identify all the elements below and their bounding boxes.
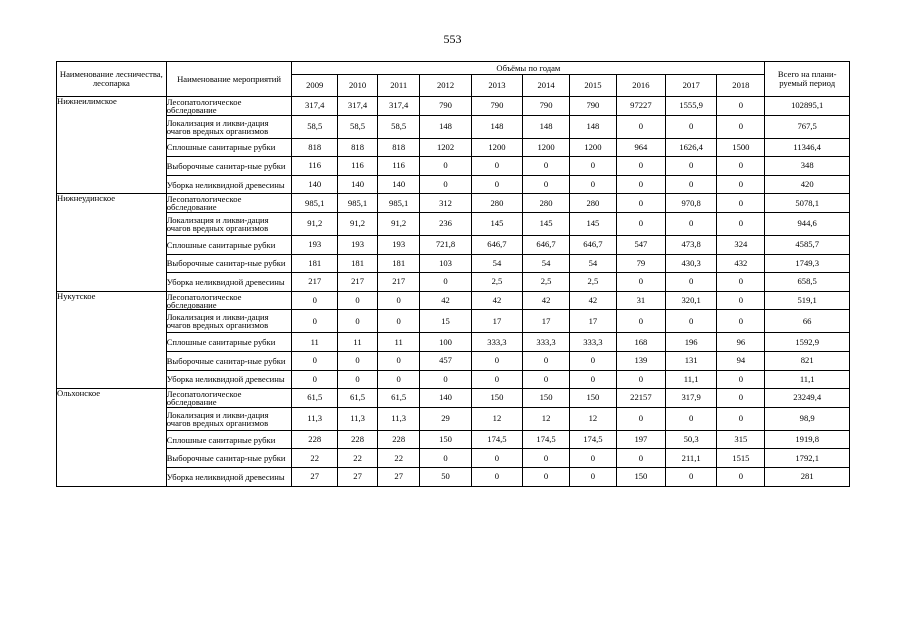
total-value: 1792,1 bbox=[765, 449, 850, 468]
year-value: 181 bbox=[338, 254, 378, 273]
year-value: 140 bbox=[338, 175, 378, 194]
year-value: 31 bbox=[616, 291, 665, 310]
table-row bbox=[57, 138, 850, 157]
measure-name: Сплошные санитарные рубки bbox=[166, 430, 292, 449]
measure-name: Сплошные санитарные рубки bbox=[166, 138, 292, 157]
year-value: 0 bbox=[378, 370, 420, 389]
year-value: 0 bbox=[717, 194, 765, 213]
year-value: 96 bbox=[717, 333, 765, 352]
total-value: 1592,9 bbox=[765, 333, 850, 352]
measure-name: Уборка неликвидной древесины bbox=[166, 467, 292, 486]
page-number: 553 bbox=[443, 32, 462, 46]
year-value: 0 bbox=[665, 212, 716, 235]
measure-name: Выборочные санитар-ные рубки bbox=[166, 157, 292, 176]
year-value: 0 bbox=[616, 449, 665, 468]
year-value: 91,2 bbox=[378, 212, 420, 235]
year-value: 11 bbox=[378, 333, 420, 352]
year-value: 790 bbox=[471, 97, 522, 116]
total-value: 420 bbox=[765, 175, 850, 194]
year-value: 211,1 bbox=[665, 449, 716, 468]
year-value: 148 bbox=[471, 115, 522, 138]
forestry-cell-empty bbox=[57, 370, 167, 389]
year-value: 0 bbox=[616, 115, 665, 138]
year-value: 11 bbox=[338, 333, 378, 352]
year-value: 457 bbox=[420, 351, 471, 370]
year-value: 646,7 bbox=[569, 235, 616, 254]
year-value: 1515 bbox=[717, 449, 765, 468]
year-value: 58,5 bbox=[378, 115, 420, 138]
forestry-cell-empty bbox=[57, 115, 167, 138]
year-value: 0 bbox=[616, 273, 665, 292]
year-value: 22 bbox=[378, 449, 420, 468]
year-value: 0 bbox=[471, 157, 522, 176]
table-row bbox=[57, 194, 850, 213]
year-value: 12 bbox=[471, 407, 522, 430]
forestry-cell-empty bbox=[57, 467, 167, 486]
year-value: 50 bbox=[420, 467, 471, 486]
year-value: 317,4 bbox=[338, 97, 378, 116]
year-value: 116 bbox=[292, 157, 338, 176]
year-value: 0 bbox=[717, 407, 765, 430]
total-value: 944,6 bbox=[765, 212, 850, 235]
year-value: 168 bbox=[616, 333, 665, 352]
year-value: 42 bbox=[471, 291, 522, 310]
year-value: 22 bbox=[292, 449, 338, 468]
year-value: 94 bbox=[717, 351, 765, 370]
total-value: 1749,3 bbox=[765, 254, 850, 273]
year-value: 0 bbox=[420, 449, 471, 468]
measure-name: Выборочные санитар-ные рубки bbox=[166, 351, 292, 370]
total-value: 5078,1 bbox=[765, 194, 850, 213]
year-value: 174,5 bbox=[471, 430, 522, 449]
year-value: 148 bbox=[569, 115, 616, 138]
year-value: 985,1 bbox=[378, 194, 420, 213]
header-measure: Наименование мероприятий bbox=[166, 62, 292, 97]
year-value: 790 bbox=[420, 97, 471, 116]
table-row bbox=[57, 291, 850, 310]
year-value: 11,3 bbox=[338, 407, 378, 430]
total-value: 98,9 bbox=[765, 407, 850, 430]
year-value: 0 bbox=[420, 273, 471, 292]
year-value: 0 bbox=[569, 157, 616, 176]
year-value: 139 bbox=[616, 351, 665, 370]
year-value: 1200 bbox=[523, 138, 570, 157]
year-value: 333,3 bbox=[471, 333, 522, 352]
year-value: 150 bbox=[616, 467, 665, 486]
table-row bbox=[57, 235, 850, 254]
forestry-cell-empty bbox=[57, 449, 167, 468]
year-value: 0 bbox=[616, 175, 665, 194]
table-row bbox=[57, 273, 850, 292]
year-value: 11,3 bbox=[292, 407, 338, 430]
header-year: 2017 bbox=[665, 75, 716, 97]
year-value: 0 bbox=[569, 175, 616, 194]
forestry-cell-empty bbox=[57, 430, 167, 449]
year-value: 0 bbox=[523, 351, 570, 370]
year-value: 197 bbox=[616, 430, 665, 449]
year-value: 181 bbox=[378, 254, 420, 273]
year-value: 0 bbox=[569, 351, 616, 370]
forestry-name: Нукутское bbox=[57, 291, 167, 310]
year-value: 547 bbox=[616, 235, 665, 254]
year-value: 116 bbox=[378, 157, 420, 176]
year-value: 324 bbox=[717, 235, 765, 254]
year-value: 0 bbox=[569, 449, 616, 468]
year-value: 91,2 bbox=[338, 212, 378, 235]
year-value: 22157 bbox=[616, 389, 665, 408]
year-value: 196 bbox=[665, 333, 716, 352]
year-value: 646,7 bbox=[523, 235, 570, 254]
measure-name: Уборка неликвидной древесины bbox=[166, 370, 292, 389]
year-value: 0 bbox=[665, 157, 716, 176]
year-value: 315 bbox=[717, 430, 765, 449]
year-value: 1555,9 bbox=[665, 97, 716, 116]
year-value: 320,1 bbox=[665, 291, 716, 310]
total-value: 102895,1 bbox=[765, 97, 850, 116]
year-value: 54 bbox=[523, 254, 570, 273]
year-value: 11,1 bbox=[665, 370, 716, 389]
header-year: 2010 bbox=[338, 75, 378, 97]
header-total: Всего на плани-руемый период bbox=[765, 62, 850, 97]
year-value: 0 bbox=[717, 273, 765, 292]
forestry-cell-empty bbox=[57, 310, 167, 333]
year-value: 12 bbox=[569, 407, 616, 430]
year-value: 2,5 bbox=[523, 273, 570, 292]
forestry-name: Нижнеудинское bbox=[57, 194, 167, 213]
year-value: 22 bbox=[338, 449, 378, 468]
year-value: 58,5 bbox=[338, 115, 378, 138]
year-value: 0 bbox=[665, 407, 716, 430]
forestry-cell-empty bbox=[57, 235, 167, 254]
year-value: 42 bbox=[523, 291, 570, 310]
year-value: 0 bbox=[378, 291, 420, 310]
year-value: 333,3 bbox=[569, 333, 616, 352]
table-row bbox=[57, 254, 850, 273]
measure-name: Локализация и ликви-дация очагов вредных организмов bbox=[166, 212, 292, 235]
year-value: 0 bbox=[717, 115, 765, 138]
year-value: 174,5 bbox=[569, 430, 616, 449]
year-value: 0 bbox=[338, 310, 378, 333]
year-value: 2,5 bbox=[471, 273, 522, 292]
total-value: 281 bbox=[765, 467, 850, 486]
header-year: 2009 bbox=[292, 75, 338, 97]
measure-name: Локализация и ликви-дация очагов вредных организмов bbox=[166, 115, 292, 138]
table-row bbox=[57, 449, 850, 468]
forestry-name: Нижнеилимское bbox=[57, 97, 167, 116]
header-year: 2018 bbox=[717, 75, 765, 97]
year-value: 818 bbox=[292, 138, 338, 157]
year-value: 0 bbox=[665, 467, 716, 486]
year-value: 148 bbox=[420, 115, 471, 138]
year-value: 0 bbox=[292, 370, 338, 389]
year-value: 61,5 bbox=[338, 389, 378, 408]
measure-name: Лесопатологическое обследование bbox=[166, 194, 292, 213]
total-value: 1919,8 bbox=[765, 430, 850, 449]
year-value: 193 bbox=[378, 235, 420, 254]
year-value: 42 bbox=[569, 291, 616, 310]
year-value: 0 bbox=[420, 157, 471, 176]
measure-name: Лесопатологическое обследование bbox=[166, 389, 292, 408]
year-value: 985,1 bbox=[292, 194, 338, 213]
year-value: 818 bbox=[338, 138, 378, 157]
header-year: 2016 bbox=[616, 75, 665, 97]
measure-name: Сплошные санитарные рубки bbox=[166, 235, 292, 254]
year-value: 0 bbox=[471, 449, 522, 468]
header-forestry: Наименование лесничества, лесопарка bbox=[57, 62, 167, 97]
measure-name: Локализация и ликви-дация очагов вредных организмов bbox=[166, 407, 292, 430]
forestry-name: Ольхонское bbox=[57, 389, 167, 408]
forestry-cell-empty bbox=[57, 175, 167, 194]
year-value: 818 bbox=[378, 138, 420, 157]
year-value: 150 bbox=[420, 430, 471, 449]
total-value: 821 bbox=[765, 351, 850, 370]
year-value: 473,8 bbox=[665, 235, 716, 254]
year-value: 0 bbox=[717, 370, 765, 389]
year-value: 145 bbox=[523, 212, 570, 235]
year-value: 236 bbox=[420, 212, 471, 235]
year-value: 646,7 bbox=[471, 235, 522, 254]
forestry-cell-empty bbox=[57, 333, 167, 352]
table-row bbox=[57, 333, 850, 352]
year-value: 0 bbox=[523, 467, 570, 486]
year-value: 0 bbox=[523, 370, 570, 389]
year-value: 790 bbox=[569, 97, 616, 116]
year-value: 0 bbox=[523, 175, 570, 194]
year-value: 140 bbox=[378, 175, 420, 194]
table-row bbox=[57, 389, 850, 408]
year-value: 0 bbox=[523, 157, 570, 176]
year-value: 217 bbox=[338, 273, 378, 292]
year-value: 42 bbox=[420, 291, 471, 310]
year-value: 0 bbox=[616, 310, 665, 333]
year-value: 0 bbox=[616, 212, 665, 235]
year-value: 0 bbox=[665, 175, 716, 194]
table-row bbox=[57, 351, 850, 370]
year-value: 280 bbox=[523, 194, 570, 213]
header-year: 2012 bbox=[420, 75, 471, 97]
year-value: 0 bbox=[292, 310, 338, 333]
year-value: 150 bbox=[471, 389, 522, 408]
year-value: 1500 bbox=[717, 138, 765, 157]
table-row bbox=[57, 212, 850, 235]
year-value: 0 bbox=[569, 467, 616, 486]
year-value: 54 bbox=[569, 254, 616, 273]
year-value: 50,3 bbox=[665, 430, 716, 449]
year-value: 0 bbox=[338, 351, 378, 370]
header-year: 2014 bbox=[523, 75, 570, 97]
measure-name: Уборка неликвидной древесины bbox=[166, 175, 292, 194]
year-value: 145 bbox=[569, 212, 616, 235]
year-value: 140 bbox=[420, 389, 471, 408]
year-value: 430,3 bbox=[665, 254, 716, 273]
year-value: 0 bbox=[338, 370, 378, 389]
year-value: 0 bbox=[717, 310, 765, 333]
table-row bbox=[57, 310, 850, 333]
year-value: 280 bbox=[569, 194, 616, 213]
total-value: 66 bbox=[765, 310, 850, 333]
year-value: 0 bbox=[717, 467, 765, 486]
year-value: 0 bbox=[292, 291, 338, 310]
measure-name: Сплошные санитарные рубки bbox=[166, 333, 292, 352]
year-value: 193 bbox=[292, 235, 338, 254]
year-value: 228 bbox=[338, 430, 378, 449]
header-year: 2011 bbox=[378, 75, 420, 97]
year-value: 193 bbox=[338, 235, 378, 254]
year-value: 985,1 bbox=[338, 194, 378, 213]
measure-name: Уборка неликвидной древесины bbox=[166, 273, 292, 292]
year-value: 11,3 bbox=[378, 407, 420, 430]
total-value: 11,1 bbox=[765, 370, 850, 389]
year-value: 12 bbox=[523, 407, 570, 430]
forestry-cell-empty bbox=[57, 212, 167, 235]
year-value: 79 bbox=[616, 254, 665, 273]
year-value: 964 bbox=[616, 138, 665, 157]
year-value: 58,5 bbox=[292, 115, 338, 138]
header-volumes: Объёмы по годам bbox=[292, 62, 765, 75]
year-value: 11 bbox=[292, 333, 338, 352]
measure-name: Лесопатологическое обследование bbox=[166, 291, 292, 310]
year-value: 0 bbox=[616, 370, 665, 389]
year-value: 100 bbox=[420, 333, 471, 352]
year-value: 0 bbox=[420, 175, 471, 194]
year-value: 0 bbox=[471, 467, 522, 486]
year-value: 0 bbox=[616, 157, 665, 176]
total-value: 11346,4 bbox=[765, 138, 850, 157]
total-value: 767,5 bbox=[765, 115, 850, 138]
year-value: 312 bbox=[420, 194, 471, 213]
total-value: 348 bbox=[765, 157, 850, 176]
forestry-cell-empty bbox=[57, 138, 167, 157]
year-value: 17 bbox=[523, 310, 570, 333]
measure-name: Лесопатологическое обследование bbox=[166, 97, 292, 116]
table-row bbox=[57, 97, 850, 116]
year-value: 721,8 bbox=[420, 235, 471, 254]
forestry-cell-empty bbox=[57, 273, 167, 292]
year-value: 0 bbox=[471, 370, 522, 389]
table-row bbox=[57, 430, 850, 449]
year-value: 432 bbox=[717, 254, 765, 273]
year-value: 61,5 bbox=[378, 389, 420, 408]
year-value: 145 bbox=[471, 212, 522, 235]
year-value: 0 bbox=[420, 370, 471, 389]
year-value: 148 bbox=[523, 115, 570, 138]
year-value: 27 bbox=[338, 467, 378, 486]
table-row bbox=[57, 467, 850, 486]
year-value: 150 bbox=[569, 389, 616, 408]
year-value: 0 bbox=[717, 157, 765, 176]
measure-name: Выборочные санитар-ные рубки bbox=[166, 254, 292, 273]
year-value: 0 bbox=[471, 351, 522, 370]
table-row bbox=[57, 407, 850, 430]
total-value: 4585,7 bbox=[765, 235, 850, 254]
year-value: 228 bbox=[292, 430, 338, 449]
year-value: 0 bbox=[717, 389, 765, 408]
year-value: 0 bbox=[717, 212, 765, 235]
year-value: 0 bbox=[378, 351, 420, 370]
year-value: 61,5 bbox=[292, 389, 338, 408]
table-row bbox=[57, 370, 850, 389]
year-value: 217 bbox=[292, 273, 338, 292]
measure-name: Локализация и ликви-дация очагов вредных организмов bbox=[166, 310, 292, 333]
table-row bbox=[57, 115, 850, 138]
year-value: 91,2 bbox=[292, 212, 338, 235]
year-value: 2,5 bbox=[569, 273, 616, 292]
year-value: 317,4 bbox=[292, 97, 338, 116]
forestry-cell-empty bbox=[57, 157, 167, 176]
forestry-cell-empty bbox=[57, 407, 167, 430]
year-value: 0 bbox=[471, 175, 522, 194]
forestry-cell-empty bbox=[57, 351, 167, 370]
volumes-table bbox=[56, 61, 850, 487]
header-year: 2013 bbox=[471, 75, 522, 97]
year-value: 0 bbox=[616, 194, 665, 213]
year-value: 131 bbox=[665, 351, 716, 370]
year-value: 97227 bbox=[616, 97, 665, 116]
year-value: 0 bbox=[616, 407, 665, 430]
year-value: 0 bbox=[569, 370, 616, 389]
year-value: 17 bbox=[471, 310, 522, 333]
year-value: 790 bbox=[523, 97, 570, 116]
year-value: 103 bbox=[420, 254, 471, 273]
year-value: 0 bbox=[717, 291, 765, 310]
year-value: 0 bbox=[665, 273, 716, 292]
measure-name: Выборочные санитар-ные рубки bbox=[166, 449, 292, 468]
year-value: 280 bbox=[471, 194, 522, 213]
year-value: 228 bbox=[378, 430, 420, 449]
year-value: 217 bbox=[378, 273, 420, 292]
year-value: 174,5 bbox=[523, 430, 570, 449]
year-value: 0 bbox=[665, 115, 716, 138]
year-value: 54 bbox=[471, 254, 522, 273]
year-value: 1626,4 bbox=[665, 138, 716, 157]
year-value: 0 bbox=[338, 291, 378, 310]
year-value: 29 bbox=[420, 407, 471, 430]
year-value: 0 bbox=[665, 310, 716, 333]
header-year: 2015 bbox=[569, 75, 616, 97]
year-value: 140 bbox=[292, 175, 338, 194]
year-value: 27 bbox=[378, 467, 420, 486]
year-value: 1200 bbox=[569, 138, 616, 157]
year-value: 0 bbox=[378, 310, 420, 333]
table-row bbox=[57, 175, 850, 194]
year-value: 317,9 bbox=[665, 389, 716, 408]
year-value: 0 bbox=[292, 351, 338, 370]
table-body bbox=[57, 97, 850, 487]
total-value: 23249,4 bbox=[765, 389, 850, 408]
total-value: 519,1 bbox=[765, 291, 850, 310]
year-value: 150 bbox=[523, 389, 570, 408]
year-value: 1200 bbox=[471, 138, 522, 157]
year-value: 970,8 bbox=[665, 194, 716, 213]
year-value: 317,4 bbox=[378, 97, 420, 116]
year-value: 1202 bbox=[420, 138, 471, 157]
year-value: 181 bbox=[292, 254, 338, 273]
year-value: 15 bbox=[420, 310, 471, 333]
year-value: 27 bbox=[292, 467, 338, 486]
table-row bbox=[57, 157, 850, 176]
forestry-cell-empty bbox=[57, 254, 167, 273]
total-value: 658,5 bbox=[765, 273, 850, 292]
year-value: 0 bbox=[717, 175, 765, 194]
year-value: 116 bbox=[338, 157, 378, 176]
year-value: 0 bbox=[523, 449, 570, 468]
year-value: 333,3 bbox=[523, 333, 570, 352]
year-value: 0 bbox=[717, 97, 765, 116]
year-value: 17 bbox=[569, 310, 616, 333]
